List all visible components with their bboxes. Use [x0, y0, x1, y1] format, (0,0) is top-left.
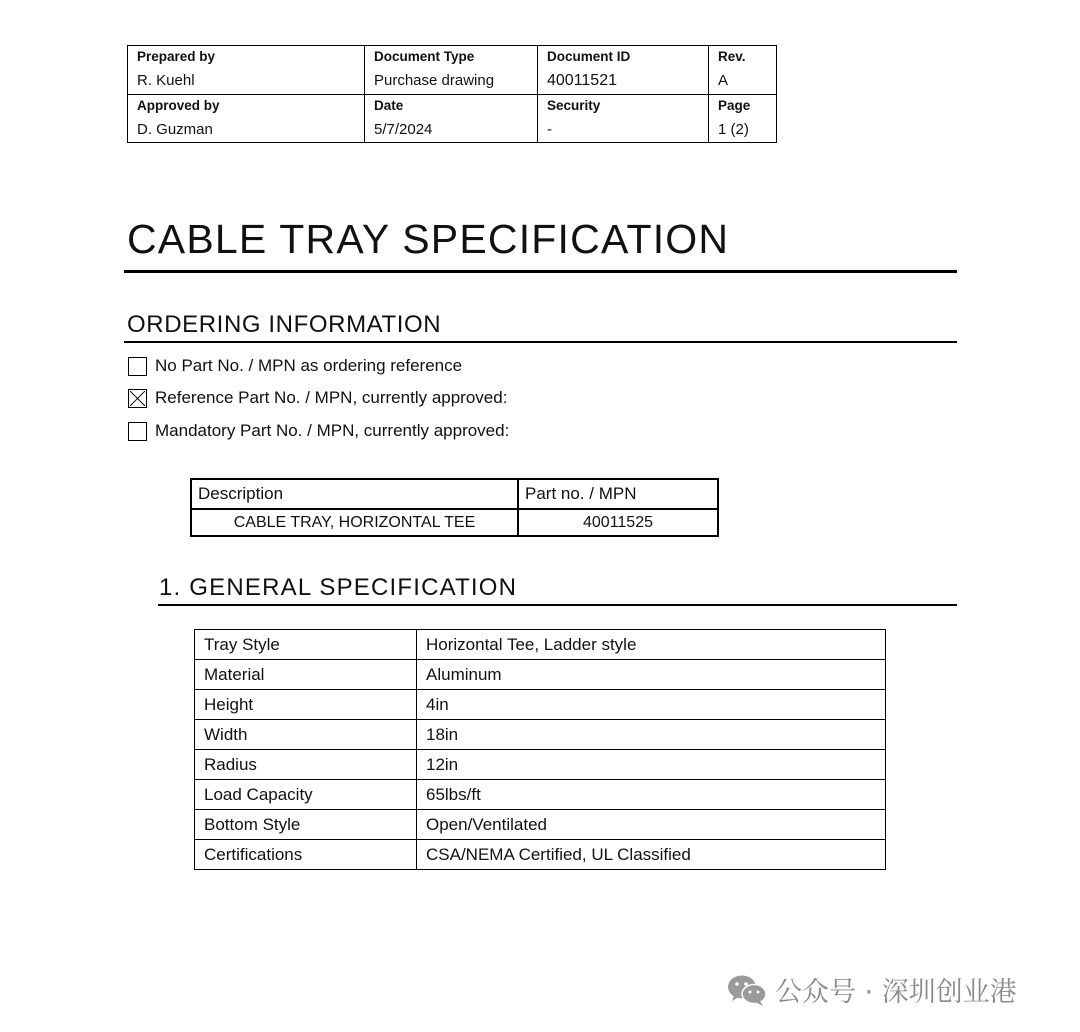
document-header-table [127, 45, 777, 143]
watermark [727, 970, 1017, 1009]
spec-key: Load Capacity [195, 780, 417, 810]
prepared-by-label: Prepared by [137, 49, 216, 64]
document-title: CABLE TRAY SPECIFICATION [127, 216, 730, 262]
page-label: Page [718, 98, 751, 113]
document-id-cell [538, 46, 709, 95]
ordering-heading: ORDERING INFORMATION [127, 311, 442, 338]
spec-value: CSA/NEMA Certified, UL Classified [417, 840, 886, 870]
ordering-option-label: Reference Part No. / MPN, currently approved: [155, 388, 508, 407]
table-row [195, 750, 886, 780]
table-row [191, 509, 718, 536]
checkbox-checked[interactable] [128, 389, 147, 408]
rev-cell [709, 46, 777, 95]
rev-value: A [718, 72, 729, 89]
table-row [195, 720, 886, 750]
spec-key: Bottom Style [195, 810, 417, 840]
ordering-option-reference-part [128, 387, 507, 409]
spec-value: 65lbs/ft [417, 780, 886, 810]
spec-key: Radius [195, 750, 417, 780]
ordering-option-mandatory-part [128, 420, 509, 442]
general-spec-table [194, 629, 886, 870]
approved-by-cell [128, 95, 365, 143]
spec-value: Aluminum [417, 660, 886, 690]
wechat-icon [727, 973, 767, 1007]
rev-label: Rev. [718, 49, 746, 64]
spec-key: Material [195, 660, 417, 690]
watermark-text: 公众号 · 深圳创业港 [775, 977, 1017, 1008]
spec-key: Height [195, 690, 417, 720]
prepared-by-value: R. Kuehl [137, 72, 195, 89]
table-row [195, 780, 886, 810]
ordering-option-no-part [128, 355, 462, 377]
spec-value: Open/Ventilated [417, 810, 886, 840]
security-cell [538, 95, 709, 143]
spec-value: 18in [417, 720, 886, 750]
ordering-option-label: Mandatory Part No. / MPN, currently approved: [155, 421, 510, 440]
part-number-header: Part no. / MPN [518, 479, 718, 509]
header-row [128, 46, 777, 95]
header-row [128, 95, 777, 143]
spec-value: 12in [417, 750, 886, 780]
security-label: Security [547, 98, 601, 113]
security-value: - [547, 121, 552, 138]
table-row [195, 840, 886, 870]
part-number: 40011525 [518, 509, 718, 536]
spec-key: Width [195, 720, 417, 750]
document-type-cell [365, 46, 538, 95]
general-spec-divider [158, 604, 957, 606]
spec-value: Horizontal Tee, Ladder style [417, 630, 886, 660]
general-spec-heading: 1. GENERAL SPECIFICATION [159, 574, 518, 601]
part-number-table [190, 478, 719, 537]
part-description: CABLE TRAY, HORIZONTAL TEE [191, 509, 518, 536]
title-divider [124, 270, 957, 273]
spec-key: Certifications [195, 840, 417, 870]
prepared-by-cell [128, 46, 365, 95]
approved-by-value: D. Guzman [137, 121, 213, 138]
document-type-label: Document Type [374, 49, 475, 64]
page-cell [709, 95, 777, 143]
document-id-value: 40011521 [547, 72, 617, 89]
table-row [195, 660, 886, 690]
date-cell [365, 95, 538, 143]
ordering-divider [124, 341, 957, 343]
table-row [195, 630, 886, 660]
table-row [195, 690, 886, 720]
spec-value: 4in [417, 690, 886, 720]
approved-by-label: Approved by [137, 98, 220, 113]
date-value: 5/7/2024 [374, 121, 433, 138]
description-header: Description [191, 479, 518, 509]
document-id-label: Document ID [547, 49, 631, 64]
table-row [195, 810, 886, 840]
page-value: 1 (2) [718, 121, 749, 138]
document-type-value: Purchase drawing [374, 72, 495, 89]
ordering-option-label: No Part No. / MPN as ordering reference [155, 356, 463, 375]
checkbox-unchecked[interactable] [128, 357, 147, 376]
date-label: Date [374, 98, 404, 113]
table-header-row [191, 479, 718, 509]
spec-key: Tray Style [195, 630, 417, 660]
checkbox-unchecked[interactable] [128, 422, 147, 441]
